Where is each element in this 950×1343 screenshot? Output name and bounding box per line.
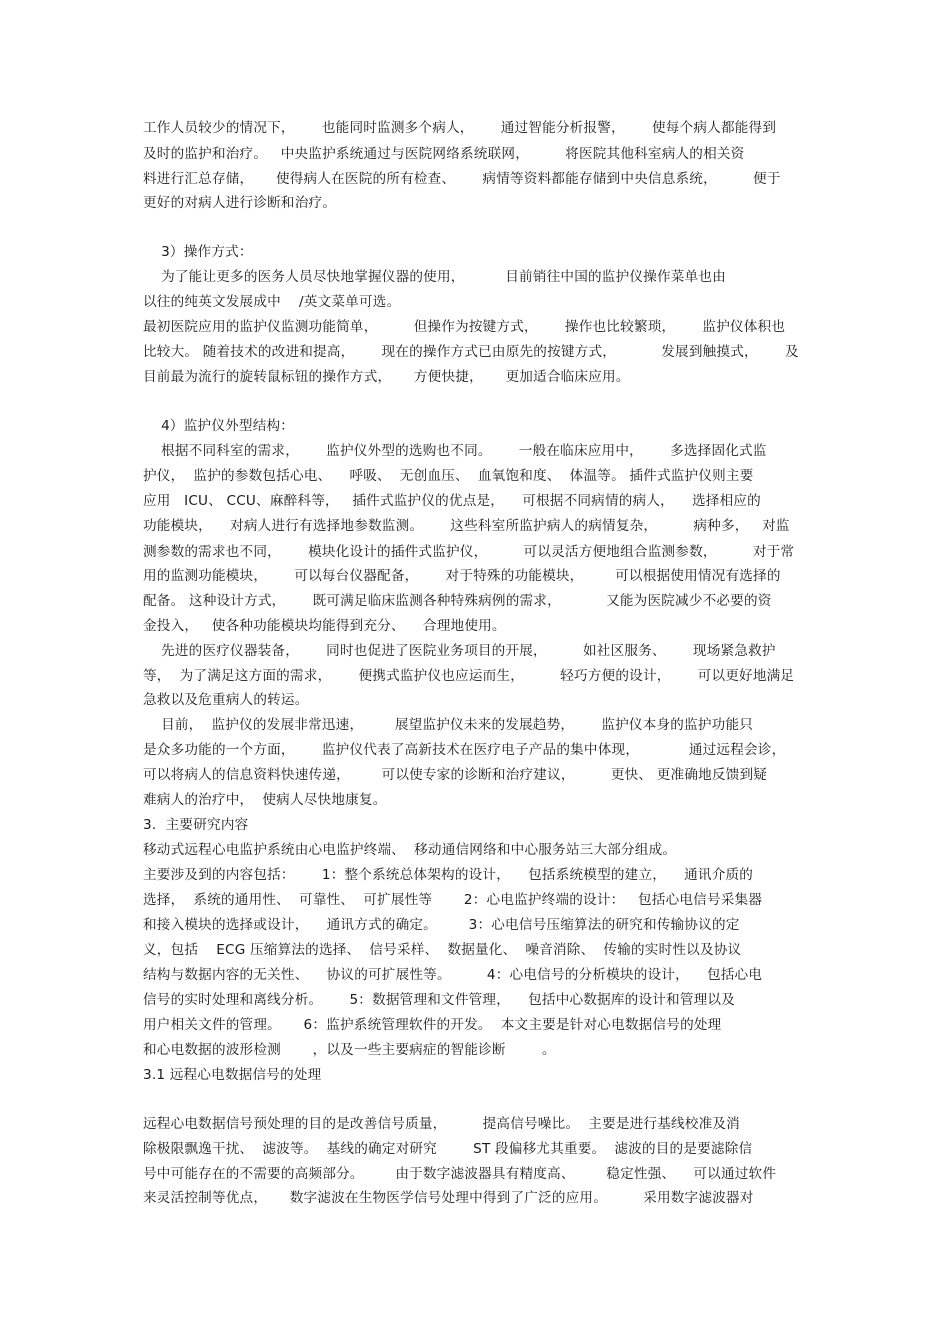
body-text-line: 急救以及危重病人的转运。	[143, 692, 309, 708]
body-text-line: 功能模块， 对病人进行有选择地参数监测。 这些科室所监护病人的病情复杂， 病种多， 对监	[143, 518, 790, 534]
body-text-line: 护仪， 监护的参数包括心电、 呼吸、 无创血压、 血氧饱和度、 体温等。 插件式监护仪则主要	[143, 468, 754, 484]
body-text-line: 应用 ICU、 CCU、麻醉科等， 插件式监护仪的优点是， 可根据不同病情的病人， 选择相应的	[143, 493, 761, 509]
body-text-line: 和接入模块的选择或设计， 通讯方式的确定。 3：心电信号压缩算法的研究和传输协议的定	[143, 917, 740, 933]
body-text-line: 和心电数据的波形检测 ，以及一些主要病症的智能诊断 。	[143, 1042, 556, 1058]
body-text-line: 目前， 监护仪的发展非常迅速， 展望监护仪未来的发展趋势， 监护仪本身的监护功能只	[143, 717, 754, 733]
body-text-line: 义，包括 ECG 压缩算法的选择、 信号采样、 数据量化、 噪音消除、 传输的实时性以及协议	[143, 942, 742, 958]
body-text-line: 最初医院应用的监护仪监测功能简单， 但操作为按键方式， 操作也比较繁琐， 监护仪体积也	[143, 319, 786, 335]
body-text-line: 更好的对病人进行诊断和治疗。	[143, 195, 337, 211]
body-text-line: 等， 为了满足这方面的需求， 便携式监护仪也应运而生， 轻巧方便的设计， 可以更好地满足	[143, 668, 795, 684]
body-text-line: 选择， 系统的通用性、 可靠性、 可扩展性等 2：心电监护终端的设计： 包括心电信号采集器	[143, 892, 763, 908]
section-heading: 3.1 远程心电数据信号的处理	[143, 1067, 322, 1083]
body-text-line: 除极限飘逸干扰、 滤波等。 基线的确定对研究 ST 段偏移尤其重要。 滤波的目的是要滤除信	[143, 1141, 753, 1157]
body-text-line: 用的监测功能模块， 可以每台仪器配备， 对于特殊的功能模块， 可以根据使用情况有选择的	[143, 568, 781, 584]
section-heading: 4）监护仪外型结构：	[143, 418, 295, 434]
body-text-line: 根据不同科室的需求， 监护仪外型的选购也不同。 一般在临床应用中， 多选择固化式监	[143, 443, 767, 459]
body-text-line: 主要涉及到的内容包括： 1：整个系统总体架构的设计， 包括系统模型的建立， 通讯介质的	[143, 867, 754, 883]
body-text-line: 信号的实时处理和离线分析。 5：数据管理和文件管理， 包括中心数据库的设计和管理以及	[143, 992, 736, 1008]
body-text-line: 为了能让更多的医务人员尽快地掌握仪器的使用， 目前销往中国的监护仪操作菜单也由	[143, 269, 726, 285]
body-text-line: 结构与数据内容的无关性、 协议的可扩展性等。 4：心电信号的分析模块的设计， 包括心电	[143, 967, 763, 983]
body-text-line: 料进行汇总存储， 使得病人在医院的所有检查、 病情等资料都能存储到中央信息系统， 便于	[143, 171, 781, 187]
body-text-line: 移动式远程心电监护系统由心电监护终端、 移动通信网络和中心服务站三大部分组成。	[143, 842, 677, 858]
body-text-line: 是众多功能的一个方面， 监护仪代表了高新技术在医疗电子产品的集中体现， 通过远程会诊，	[143, 742, 786, 758]
body-text-line: 用户相关文件的管理。 6：监护系统管理软件的开发。 本文主要是针对心电数据信号的处理	[143, 1017, 722, 1033]
body-text-line: 远程心电数据信号预处理的目的是改善信号质量， 提高信号噪比。 主要是进行基线校准及消	[143, 1116, 740, 1132]
section-heading: 3．主要研究内容	[143, 817, 249, 833]
body-text-line: 金投入， 使各种功能模块均能得到充分、 合理地使用。	[143, 618, 506, 634]
body-text-line: 来灵活控制等优点， 数字滤波在生物医学信号处理中得到了广泛的应用。 采用数字滤波器对	[143, 1190, 754, 1206]
body-text-line: 测参数的需求也不同， 模块化设计的插件式监护仪， 可以灵活方便地组合监测参数， 对于常	[143, 544, 795, 560]
body-text-line: 比较大。 随着技术的改进和提高， 现在的操作方式已由原先的按键方式， 发展到触摸式， 及	[143, 344, 799, 360]
body-text-line: 先进的医疗仪器装备， 同时也促进了医院业务项目的开展， 如社区服务、 现场紧急救护	[143, 643, 776, 659]
section-heading: 3）操作方式：	[143, 244, 253, 260]
body-text-line: 工作人员较少的情况下， 也能同时监测多个病人， 通过智能分析报警， 使每个病人都能得到	[143, 120, 777, 136]
body-text-line: 可以将病人的信息资料快速传递， 可以使专家的诊断和治疗建议， 更快、 更准确地反馈到疑	[143, 767, 768, 783]
body-text-line: 配备。 这种设计方式， 既可满足临床监测各种特殊病例的需求， 又能为医院减少不必要的资	[143, 593, 772, 609]
body-text-line: 号中可能存在的不需要的高频部分。 由于数字滤波器具有精度高、 稳定性强、 可以通过软件	[143, 1166, 777, 1182]
body-text-line: 及时的监护和治疗。 中央监护系统通过与医院网络系统联网， 将医院其他科室病人的相关资	[143, 146, 745, 162]
body-text-line: 目前最为流行的旋转鼠标钮的操作方式， 方便快捷， 更加适合临床应用。	[143, 369, 630, 385]
body-text-line: 以往的纯英文发展成中 /英文菜单可选。	[143, 294, 401, 310]
body-text-line: 难病人的治疗中， 使病人尽快地康复。	[143, 792, 387, 808]
